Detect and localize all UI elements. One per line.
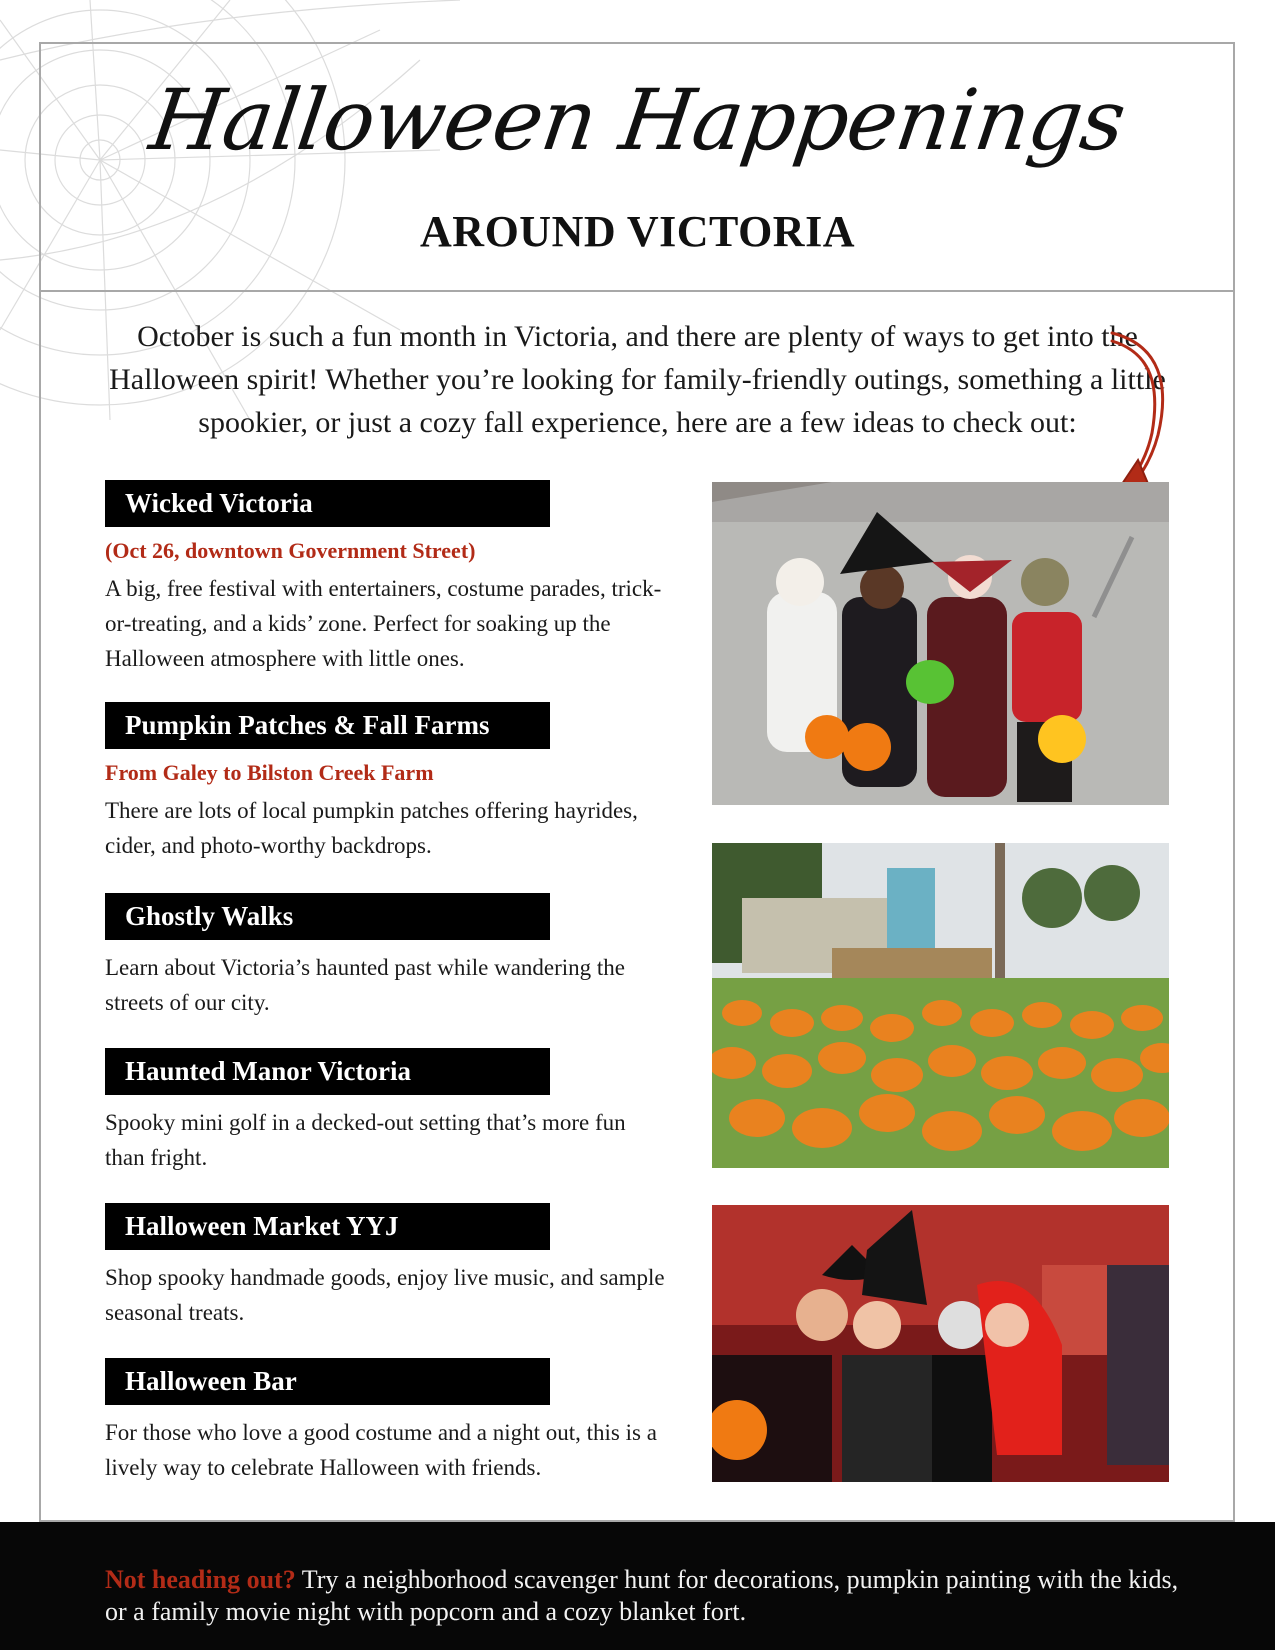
event-title: Halloween Market YYJ bbox=[105, 1203, 550, 1250]
event-description: Spooky mini golf in a decked-out setting that’s more fun than fright. bbox=[105, 1110, 626, 1170]
footer-banner bbox=[0, 1522, 1275, 1650]
event-subtitle: (Oct 26, downtown Government Street) bbox=[105, 538, 476, 563]
photo-pumpkin-patch bbox=[712, 843, 1169, 1168]
event-subtitle: From Galey to Bilston Creek Farm bbox=[105, 760, 434, 785]
page-title: Halloween Happenings bbox=[144, 71, 1131, 169]
event-description: There are lots of local pumpkin patches offering hayrides, cider, and photo-worthy backdrops. bbox=[105, 798, 638, 858]
event-description: For those who love a good costume and a night out, this is a lively way to celebrate Halloween with friends. bbox=[105, 1420, 657, 1480]
photo-costume-party bbox=[712, 1205, 1169, 1482]
event-title: Wicked Victoria bbox=[105, 480, 550, 527]
header-divider bbox=[39, 290, 1235, 292]
photo-kids-costumes bbox=[712, 482, 1169, 805]
event-wicked-victoria bbox=[105, 480, 665, 676]
event-ghostly-walks bbox=[105, 893, 665, 1020]
event-pumpkin-patches bbox=[105, 702, 665, 863]
event-haunted-manor bbox=[105, 1048, 665, 1175]
event-halloween-bar bbox=[105, 1358, 665, 1485]
event-title: Pumpkin Patches & Fall Farms bbox=[105, 702, 550, 749]
event-title: Ghostly Walks bbox=[105, 893, 550, 940]
page-subtitle: AROUND VICTORIA bbox=[420, 207, 855, 256]
event-halloween-market bbox=[105, 1203, 665, 1330]
footer-lead: Not heading out? bbox=[105, 1565, 296, 1594]
footer-body: Try a neighborhood scavenger hunt for decorations, pumpkin painting with the kids, or a family movie night with popcorn and a cozy blanket fort. bbox=[105, 1565, 1179, 1626]
intro-paragraph: October is such a fun month in Victoria, and there are plenty of ways to get into the Halloween spirit! Whether you’re looking for family-friendly outings, something a little spookier, or just a cozy fall experience, here are a few ideas to check out: bbox=[109, 320, 1166, 439]
event-title: Haunted Manor Victoria bbox=[105, 1048, 550, 1095]
event-description: Shop spooky handmade goods, enjoy live music, and sample seasonal treats. bbox=[105, 1265, 665, 1325]
event-description: A big, free festival with entertainers, costume parades, trick-or-treating, and a kids’ zone. Perfect for soaking up the Halloween atmosphere with little ones. bbox=[105, 576, 662, 671]
event-title: Halloween Bar bbox=[105, 1358, 550, 1405]
footer-text bbox=[105, 1564, 1185, 1628]
event-description: Learn about Victoria’s haunted past while wandering the streets of our city. bbox=[105, 955, 626, 1015]
